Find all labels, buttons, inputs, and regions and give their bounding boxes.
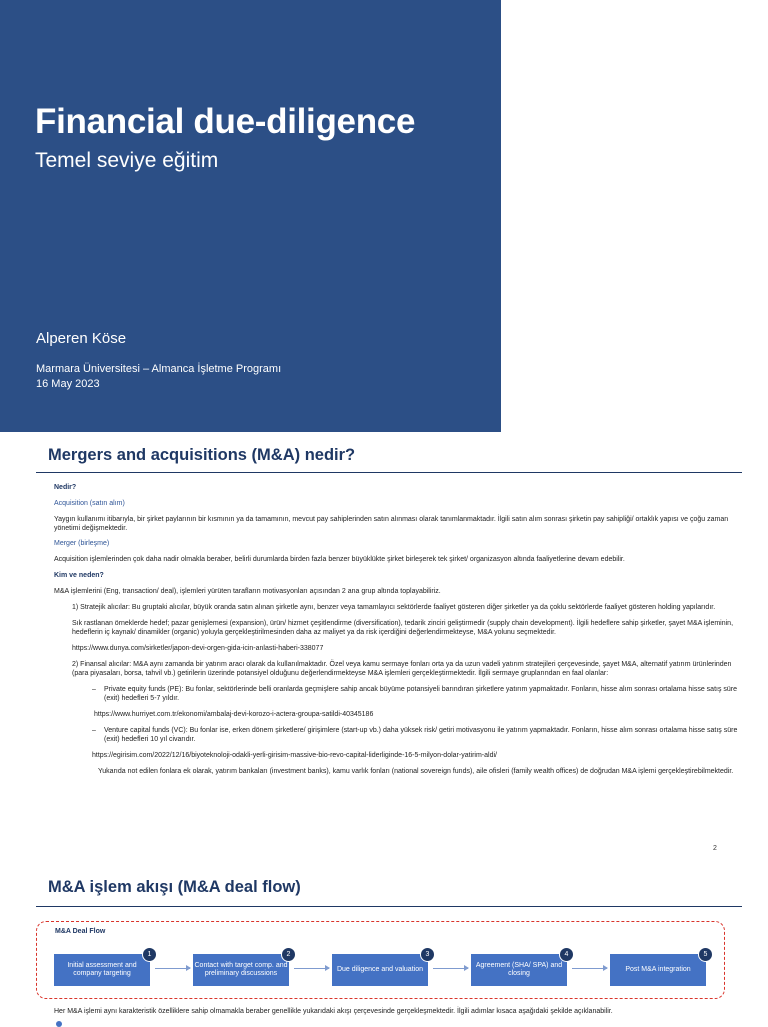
step-number-badge: 1 [142,947,157,962]
paragraph-closing: Yukarıda not edilen fonlara ek olarak, yatırım bankaları (investment banks), kamu varlık fonları (national sovereign funds), aile ofisleri (family wealth offices) de doğrudan M&A işlemi gerçekleştirebilmektedir. [98,768,734,775]
deal-flow-description: Her M&A işlemi aynı karakteristik özelliklere sahip olmamakla beraber genellikle yukarıdaki akışı çerçevesinde gerçekleşmektedir. İlgili adımlar kısaca aşağıdaki şekilde açıklanabilir. [54,1008,613,1015]
bullet-venture-capital: – Venture capital funds (VC): Bu fonlar ise, erken dönem şirketlere/ girişimlere (start-up vb.) daha yüksek risk/ getiri motivasyonu ile yatırım yapmaktadır. Fonların, hisse alım sonrası ortalama hisse satış süre (exit) hedefleri 10 yıl civarıdır. [92,727,738,743]
heading-nedir: Nedir? [54,484,77,491]
bullet-private-equity: – Private equity funds (PE): Bu fonlar, sektörlerinde belli oranlarda geçmişlere sahip ancak büyüme potansiyeli barındıran şirketlere yatırım yapmaktadır. Fonların, hisse alım sonrası ortalama hisse satış süre (exit) hedefleri 5-7 yıldır. [92,686,738,702]
link-hurriyet[interactable]: https://www.hurriyet.com.tr/ekonomi/ambalaj-devi-korozo-i-actera-groupa-satildi-40345186 [94,711,374,718]
paragraph-strategic-examples: Sık rastlanan örneklerde hedef; pazar genişlemesi (expansion), ürün/ hizmet çeşitlendirme (diversification), tedarik zinciri geliştirmedir (supply chain development). İlgili hedeflere sahip şirketler, şayet M&A işleminin, hedeflerin iç kaynak/ dinamikler (organic) yoluyla gerçekleştirilmesinden daha az maliyet ya da risk içerdiğini değerlendirmekteyse, M&A yolunu seçmektedir. [72,620,734,636]
step-number-badge: 2 [281,947,296,962]
heading-kim-ve-neden: Kim ve neden? [54,572,104,579]
step-number-badge: 3 [420,947,435,962]
step-number-badge: 4 [559,947,574,962]
page-number: 2 [713,845,717,852]
item-financial-buyers: 2) Finansal alıcılar: M&A aynı zamanda bir yatırım aracı olarak da kullanılmaktadır. Özel veya kamu sermaye fonları orta ya da uzun vadeli yatırım stratejileri çerçevesinde, şayet M&A, alternatif yatırım ürünlerinden (para piyasaları, borsa, tahvil vb.) getirilerin üzerinde potansiyel olduğunu değerlendirmekteyse M&A işlemleri gerçekleştirmektedir. İlgili sermaye gruplarından en faal olanlar: [72,661,732,677]
bullet-dot-icon [56,1021,62,1027]
flow-arrow-icon [572,968,607,969]
flow-arrow-icon [294,968,329,969]
bullet-dash: – [92,686,96,693]
subheading-acquisition: Acquisition (satın alım) [54,500,125,507]
step-number-badge: 5 [698,947,713,962]
organization: Marmara Üniversitesi – Almanca İşletme Programı [36,363,282,375]
slide-title: M&A işlem akışı (M&A deal flow) [48,878,301,896]
paragraph-kim: M&A işlemlerini (Eng, transaction/ deal), işlemleri yürüten tarafların motivasyonları açısından 2 ana grup altında toplayabiliriz. [54,588,441,595]
title-divider [36,472,742,473]
flow-arrow-icon [155,968,190,969]
deal-flow-label: M&A Deal Flow [55,928,106,935]
deal-flow-diagram [36,921,725,999]
flow-step-2: Contact with target comp. and preliminary discussions 2 [193,954,289,986]
ma-definition-slide [0,433,768,863]
link-egirisim[interactable]: https://egirisim.com/2022/12/16/biyoteknoloji-odakli-yerli-girisim-massive-bio-revo-capital-liderliginde-16-5-milyon-dolar-yatirim-aldi/ [92,752,497,759]
presentation-subtitle: Temel seviye eğitim [35,149,219,172]
author-name: Alperen Köse [36,330,127,347]
item-strategic-buyers: 1) Stratejik alıcılar: Bu gruptaki alıcılar, büyük oranda satın alınan şirketle aynı, benzer veya tamamlayıcı sektörlerde faaliyet gösteren diğer şirketler ya da çoklu sektörlerde faaliyet gösteren holding yapılarıdır. [72,604,716,611]
deal-flow-slide [0,866,768,1024]
flow-step-1: Initial assessment and company targeting 1 [54,954,150,986]
link-dunya[interactable]: https://www.dunya.com/sirketler/japon-devi-orgen-gida-icin-anlasti-haberi-338077 [72,645,324,652]
flow-step-4: Agreement (SHA/ SPA) and closing 4 [471,954,567,986]
slide-title: Mergers and acquisitions (M&A) nedir? [48,446,356,464]
flow-arrow-icon [433,968,468,969]
presentation-date: 16 May 2023 [36,378,100,390]
presentation-title: Financial due-diligence [35,102,416,141]
flow-step-3: Due diligence and valuation 3 [332,954,428,986]
title-slide [0,0,501,432]
paragraph-merger: Acquisition işlemlerinden çok daha nadir olmakla beraber, belirli durumlarda birden fazla benzer büyüklükte şirket birleşerek tek şirket/ organizasyon altında faaliyetlerine devam edebilir. [54,556,625,563]
subheading-merger: Merger (birleşme) [54,540,110,547]
flow-step-5: Post M&A integration 5 [610,954,706,986]
bullet-dash: – [92,727,96,734]
title-divider [36,906,742,907]
paragraph-acquisition: Yaygın kullanımı itibarıyla, bir şirket paylarının bir kısmının ya da tamamının, mevcut pay sahiplerinden satın alınması olarak tanımlanmaktadır. İlgili satın alım sonrası şirketin pay sahipliği/ ortaklık yapısı ve çoğu zaman yönetimi değişmektedir. [54,516,729,532]
slide-body [54,483,738,776]
